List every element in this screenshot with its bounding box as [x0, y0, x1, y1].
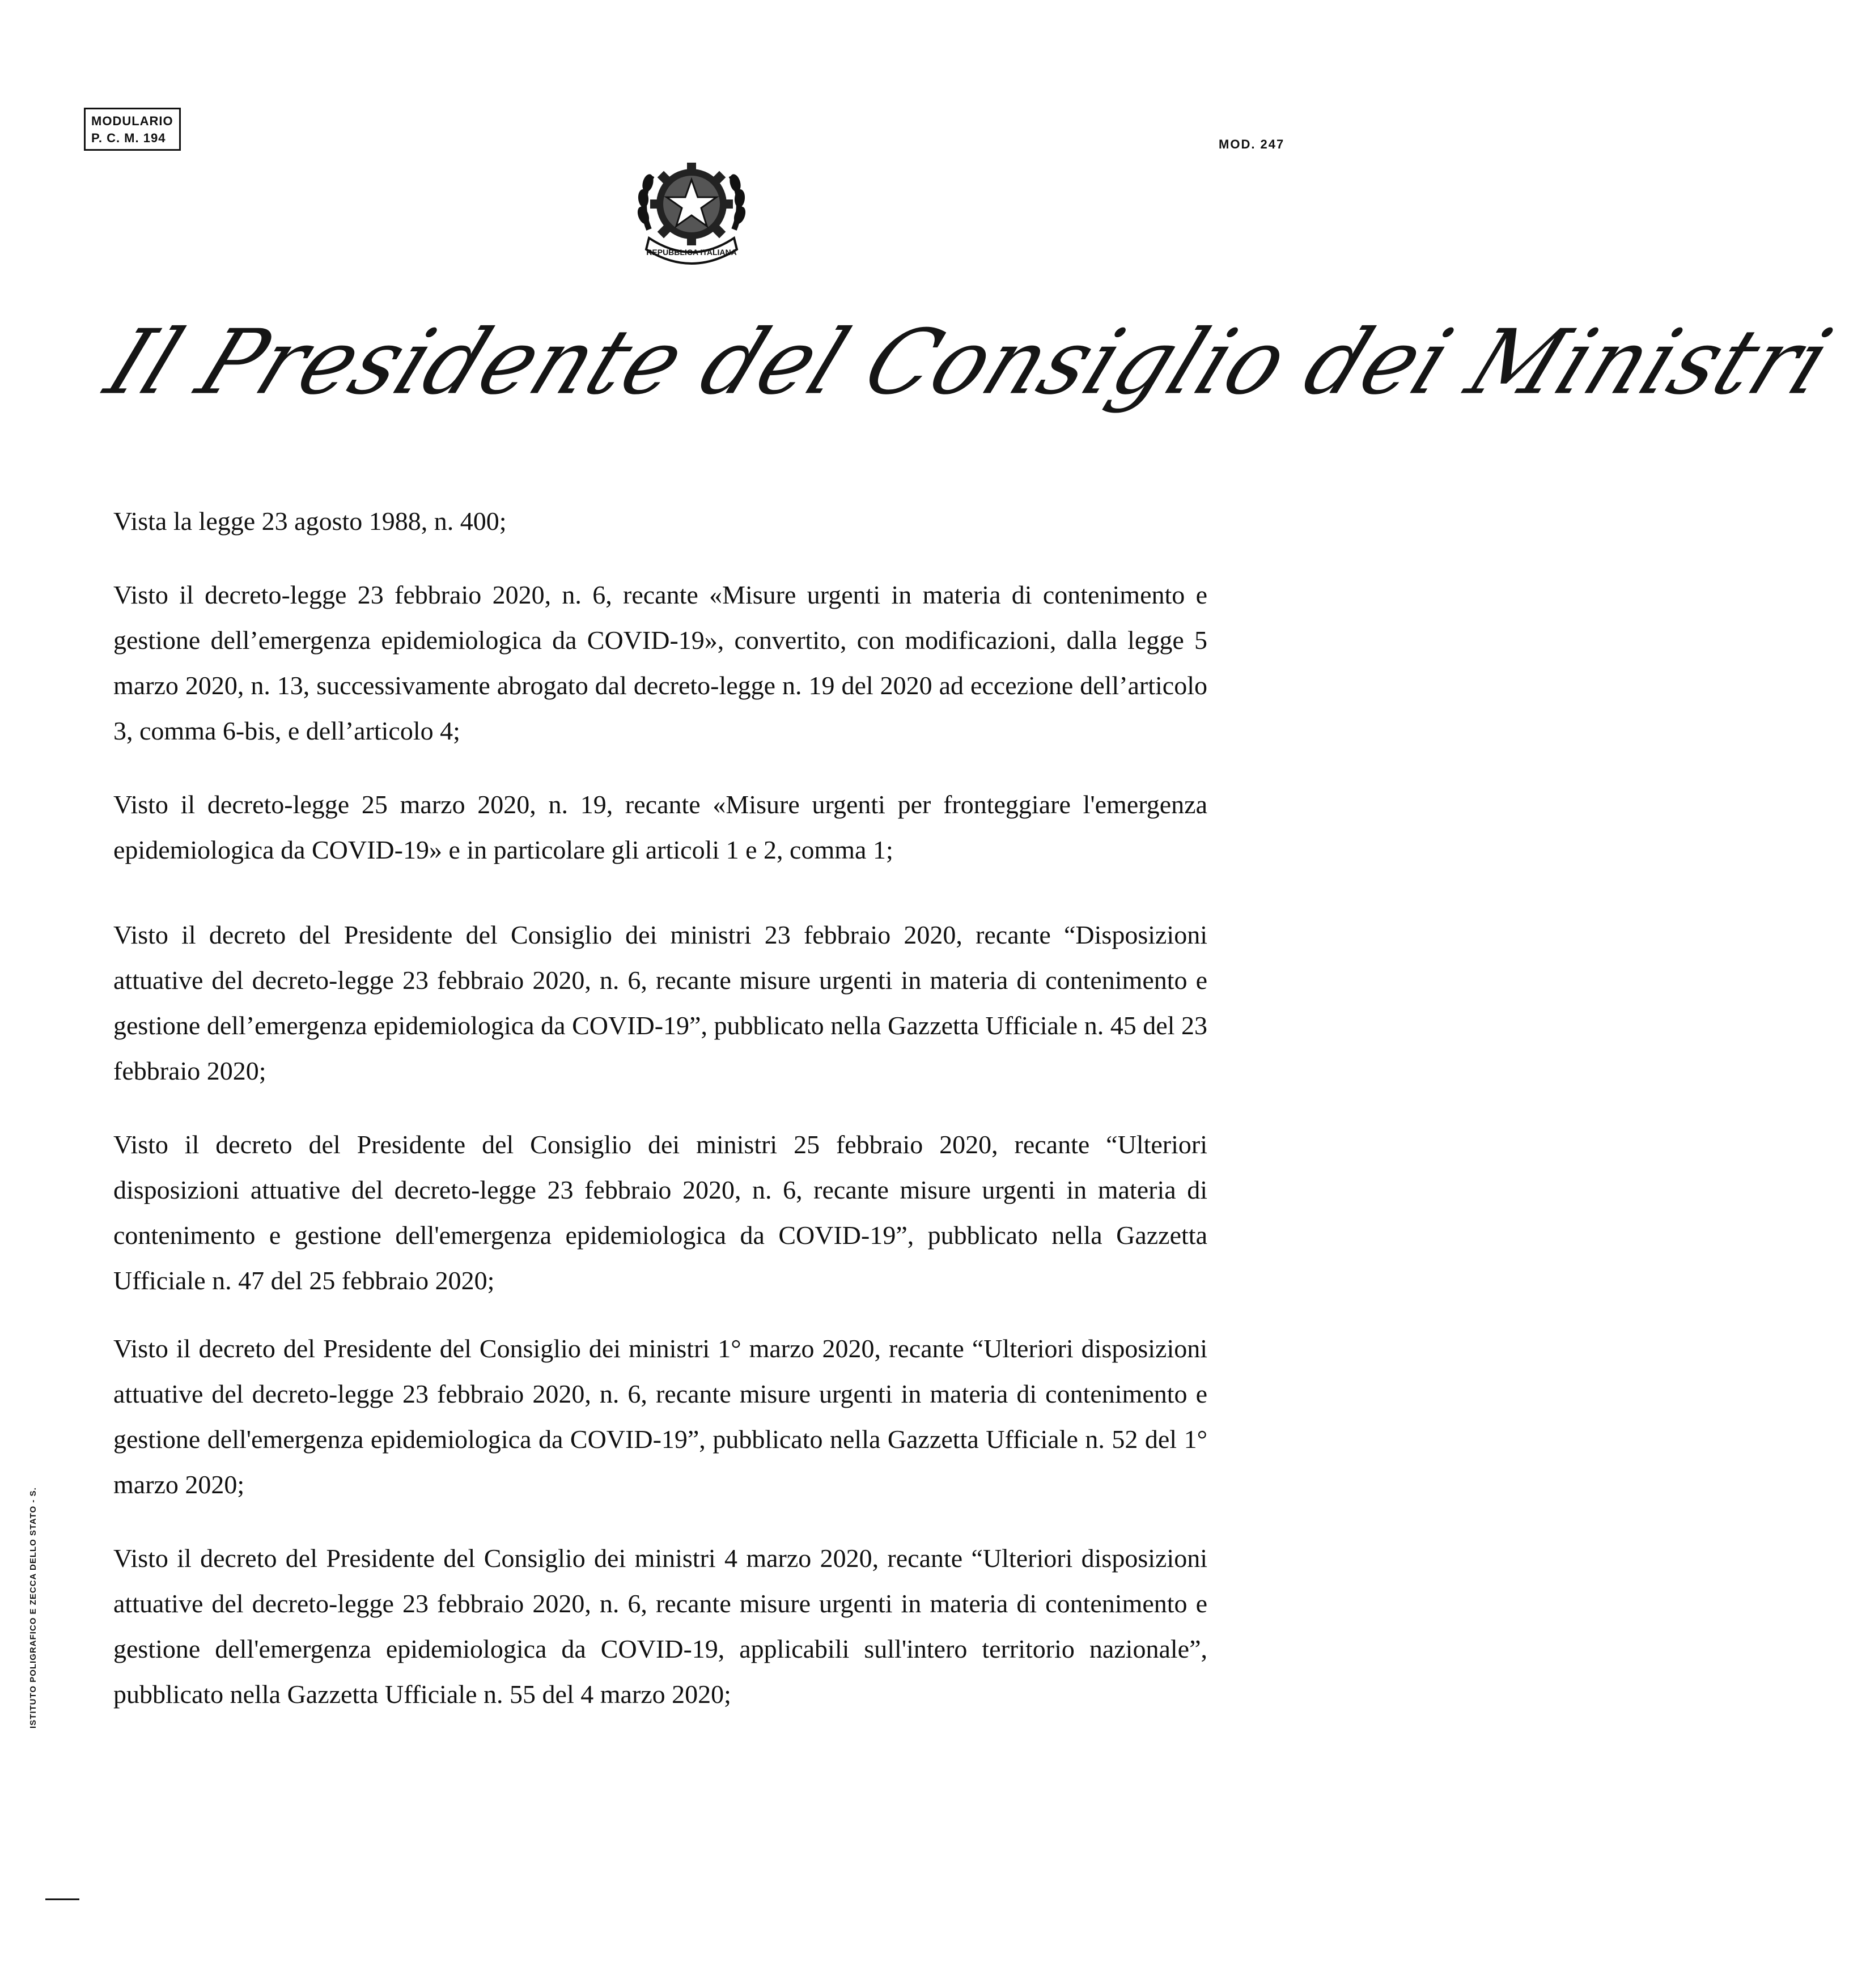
form-code: MOD. 247: [1219, 137, 1285, 151]
paragraph-7: Visto il decreto del Presidente del Consiglio dei ministri 4 marzo 2020, recante “Ulteriori disposizioni attuative del decreto-legge 23 febbraio 2020, n. 6, recante misure urgenti in materia di contenimento e gestione dell'emergenza epidemiologica da COVID-19, applicabili sull'intero territorio nazionale”, pubblicato nella Gazzetta Ufficiale n. 55 del 4 marzo 2020;: [113, 1544, 1207, 1709]
stamp-line-2: P. C. M. 194: [91, 131, 166, 145]
paragraph-6: Visto il decreto del Presidente del Consiglio dei ministri 1° marzo 2020, recante “Ulteriori disposizioni attuative del decreto-legge 23 febbraio 2020, n. 6, recante misure urgenti in materia di contenimento e gestione dell'emergenza epidemiologica da COVID-19”, pubblicato nella Gazzetta Ufficiale n. 52 del 1° marzo 2020;: [113, 1334, 1207, 1499]
modulario-stamp: [84, 108, 181, 151]
paragraph-4: Visto il decreto del Presidente del Consiglio dei ministri 23 febbraio 2020, recante “Disposizioni attuative del decreto-legge 23 febbraio 2020, n. 6, recante misure urgenti in materia di contenimento e gestione dell’emergenza epidemiologica da COVID-19”, pubblicato nella Gazzetta Ufficiale n. 45 del 23 febbraio 2020;: [113, 920, 1207, 1085]
emblem-of-italy-icon: [626, 145, 757, 275]
side-imprint: [28, 1360, 45, 1728]
letterhead-title: Il Presidente del Consiglio dei Ministri: [92, 311, 1846, 415]
paragraph-5: Visto il decreto del Presidente del Consiglio dei ministri 25 febbraio 2020, recante “Ulteriori disposizioni attuative del decreto-legge 23 febbraio 2020, n. 6, recante misure urgenti in materia di contenimento e gestione dell'emergenza epidemiologica da COVID-19”, pubblicato nella Gazzetta Ufficiale n. 47 del 25 febbraio 2020;: [113, 1130, 1207, 1295]
paragraph-2: Visto il decreto-legge 23 febbraio 2020, n. 6, recante «Misure urgenti in materia di contenimento e gestione dell’emergenza epidemiologica da COVID-19», convertito, con modificazioni, dalla legge 5 marzo 2020, n. 13, successivamente abrogato dal decreto-legge n. 19 del 2020 ad eccezione dell’articolo 3, comma 6-bis, e dell’articolo 4;: [113, 580, 1207, 745]
letterhead-heading: [92, 283, 1846, 453]
side-imprint-text: ISTITUTO POLIGRAFICO E ZECCA DELLO STATO - S.: [28, 1487, 38, 1728]
paragraph-1: Vista la legge 23 agosto 1988, n. 400;: [113, 507, 507, 536]
paragraph-3: Visto il decreto-legge 25 marzo 2020, n. 19, recante «Misure urgenti per fronteggiare l'emergenza epidemiologica da COVID-19» e in particolare gli articoli 1 e 2, comma 1;: [113, 790, 1207, 864]
emblem-ribbon-text: REPUBBLICA ITALIANA: [646, 248, 737, 257]
stamp-line-1: MODULARIO: [91, 114, 173, 128]
margin-line: [45, 1898, 79, 1900]
